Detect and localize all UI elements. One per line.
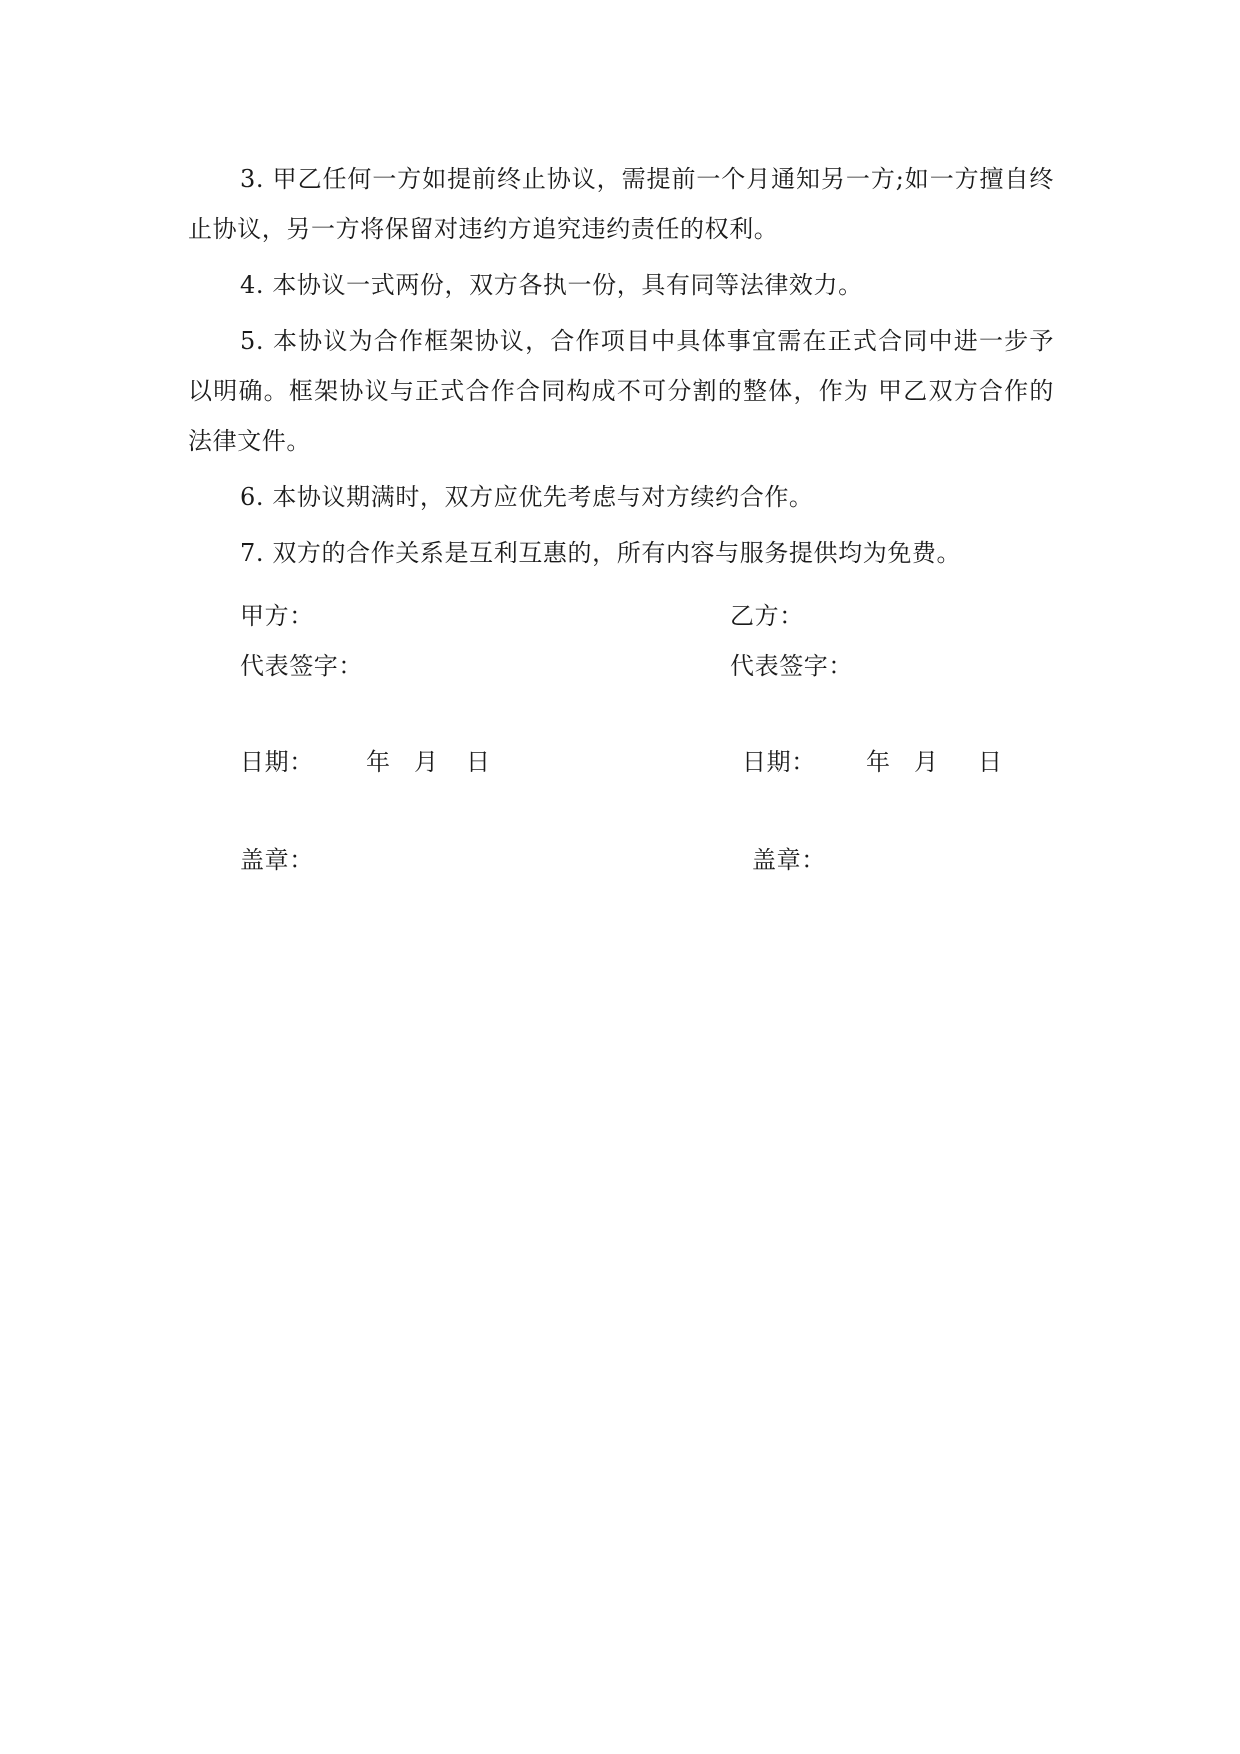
party-a-seal-label: 盖章： bbox=[240, 846, 314, 874]
party-a-rep-signature-label: 代表签字： bbox=[240, 652, 363, 680]
party-a-day-label: 日 bbox=[466, 748, 491, 776]
clause-3: 3. 甲乙任何一方如提前终止协议，需提前一个月通知另一方;如一方擅自终止协议，另一方将保留对违约方追究违约责任的权利。 bbox=[188, 165, 1054, 243]
party-b-year-label: 年 bbox=[866, 748, 891, 776]
clause-7: 7. 双方的合作关系是互利互惠的，所有内容与服务提供均为免费。 bbox=[240, 539, 962, 567]
party-a-date-label: 日期： bbox=[240, 748, 314, 776]
party-a-month-label: 月 bbox=[414, 748, 439, 776]
clause-4: 4. 本协议一式两份，双方各执一份，具有同等法律效力。 bbox=[240, 271, 863, 299]
party-a-label: 甲方： bbox=[240, 602, 314, 630]
clause-6: 6. 本协议期满时，双方应优先考虑与对方续约合作。 bbox=[240, 483, 814, 511]
clause-list bbox=[188, 154, 1054, 584]
party-b-date-label: 日期： bbox=[742, 748, 816, 776]
party-b-month-label: 月 bbox=[914, 748, 939, 776]
party-b-seal-label: 盖章： bbox=[752, 846, 826, 874]
party-b-label: 乙方： bbox=[730, 602, 804, 630]
party-a-year-label: 年 bbox=[366, 748, 391, 776]
party-b-day-label: 日 bbox=[978, 748, 1003, 776]
party-b-rep-signature-label: 代表签字： bbox=[730, 652, 853, 680]
clause-5: 5. 本协议为合作框架协议，合作项目中具体事宜需在正式合同中进一步予以明确。框架协议与正式合作合同构成不可分割的整体，作为 甲乙双方合作的法律文件。 bbox=[188, 327, 1054, 455]
